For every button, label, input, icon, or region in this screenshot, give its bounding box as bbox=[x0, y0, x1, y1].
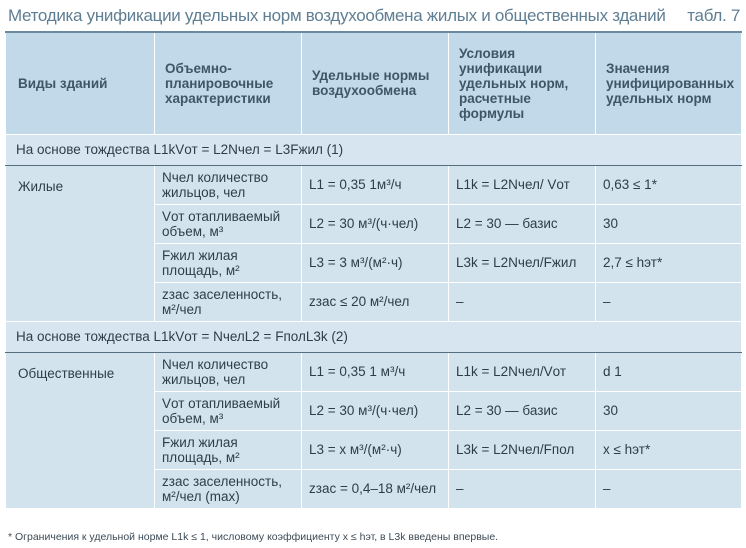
header-cell: Значения унифицированных удельных норм bbox=[596, 32, 742, 134]
condition-cell: L2 = 30 — базис bbox=[449, 204, 596, 243]
norm-cell: L2 = 30 м³/(ч·чел) bbox=[302, 204, 449, 243]
characteristic-cell: Fжил жилая площадь, м² bbox=[155, 243, 302, 282]
characteristic-cell: Nчел количество жильцов, чел bbox=[155, 352, 302, 391]
table-title: Методика унификации удельных норм воздухообмена жилых и общественных зданий bbox=[8, 6, 666, 25]
characteristic-cell: Nчел количество жильцов, чел bbox=[155, 165, 302, 204]
value-cell: 2,7 ≤ hэт* bbox=[596, 243, 742, 282]
condition-cell: L3k = L2Nчел/Fпол bbox=[449, 430, 596, 469]
norm-cell: L3 = x м³/(м²·ч) bbox=[302, 430, 449, 469]
header-cell: Удельные нормы воздухообмена bbox=[302, 32, 449, 134]
norm-cell: zзас = 0,4–18 м²/чел bbox=[302, 469, 449, 508]
condition-cell: – bbox=[449, 282, 596, 321]
group-title: На основе тождества L1kVот = L2Nчел = L3Fжил (1) bbox=[6, 134, 742, 165]
building-type-cell: Общественные bbox=[6, 352, 155, 508]
table-row bbox=[6, 352, 742, 391]
header-cell: Виды зданий bbox=[6, 32, 155, 134]
norm-cell: L2 = 30 м³/(ч·чел) bbox=[302, 391, 449, 430]
condition-cell: L1k = L2Nчел/Vот bbox=[449, 352, 596, 391]
value-cell: 30 bbox=[596, 391, 742, 430]
condition-cell: – bbox=[449, 469, 596, 508]
group-row bbox=[6, 134, 742, 165]
ventilation-norms-table bbox=[5, 31, 742, 509]
value-cell: 30 bbox=[596, 204, 742, 243]
table-number: табл. 7 bbox=[687, 6, 740, 25]
characteristic-cell: Vот отапливаемый объем, м³ bbox=[155, 391, 302, 430]
group-row bbox=[6, 321, 742, 352]
header-cell: Объемно- планировочные характеристики bbox=[155, 32, 302, 134]
value-cell: – bbox=[596, 282, 742, 321]
header-cell: Условия унификации удельных норм, расчетные формулы bbox=[449, 32, 596, 134]
group-title: На основе тождества L1kVот = NчелL2 = FполL3k (2) bbox=[6, 321, 742, 352]
building-type-cell: Жилые bbox=[6, 165, 155, 321]
condition-cell: L2 = 30 — базис bbox=[449, 391, 596, 430]
footnote: * Ограничения к удельной норме L1k ≤ 1, числовому коэффициенту x ≤ hэт, в L3k введены впервые. bbox=[8, 531, 499, 543]
value-cell: – bbox=[596, 469, 742, 508]
condition-cell: L3k = L2Nчел/Fжил bbox=[449, 243, 596, 282]
value-cell: 0,63 ≤ 1* bbox=[596, 165, 742, 204]
table-caption bbox=[8, 4, 740, 28]
characteristic-cell: zзас заселенность, м²/чел bbox=[155, 282, 302, 321]
table-row bbox=[6, 165, 742, 204]
norm-cell: L1 = 0,35 1м³/ч bbox=[302, 165, 449, 204]
condition-cell: L1k = L2Nчел/ Vот bbox=[449, 165, 596, 204]
norm-cell: L3 = 3 м³/(м²·ч) bbox=[302, 243, 449, 282]
characteristic-cell: zзас заселенность, м²/чел (max) bbox=[155, 469, 302, 508]
value-cell: x ≤ hэт* bbox=[596, 430, 742, 469]
header-row bbox=[6, 32, 742, 134]
characteristic-cell: Fжил жилая площадь, м² bbox=[155, 430, 302, 469]
norm-cell: zзас ≤ 20 м²/чел bbox=[302, 282, 449, 321]
characteristic-cell: Vот отапливаемый объем, м³ bbox=[155, 204, 302, 243]
norm-cell: L1 = 0,35 1 м³/ч bbox=[302, 352, 449, 391]
value-cell: d 1 bbox=[596, 352, 742, 391]
